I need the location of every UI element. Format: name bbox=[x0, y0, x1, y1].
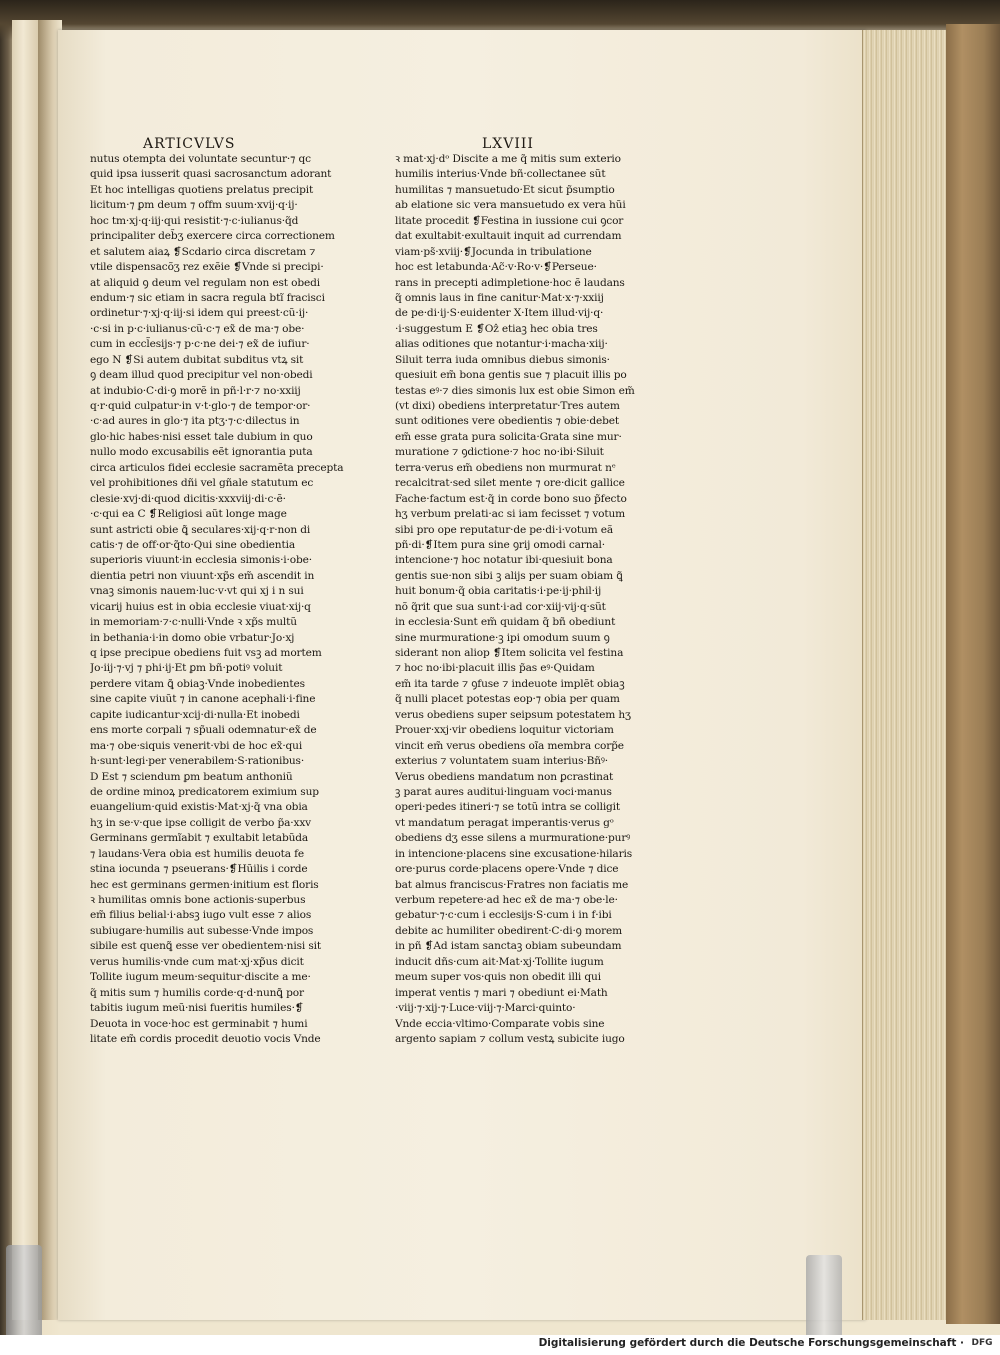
text-line: ab elatione sic vera mansuetudo ex vera hũi bbox=[395, 199, 626, 212]
text-line: ꝫ parat aures auditui·linguam voci·manus bbox=[395, 785, 612, 798]
text-line: inducit dñs·cum ait·Mat·xj·Tollite iugum bbox=[395, 955, 604, 968]
text-line: in memoriam·⁊·c·nulli·Vnde ꝛ xp̃s multũ bbox=[90, 616, 297, 629]
text-column-right bbox=[395, 152, 667, 1047]
text-line: ·i·suggestum E ❡Oẑ etiaꝫ hec obia tres bbox=[395, 322, 598, 335]
text-line: siderant non aliop ❡Item solicita vel festina bbox=[395, 647, 624, 659]
text-line: ⁊ hoc no·ibi·placuit illis p̃as eꝰ·Quidam bbox=[395, 662, 595, 675]
text-line: ꝛ mat·xj·dᵒ Discite a me q̃ mitis sum exterio bbox=[395, 153, 621, 165]
text-line: nullo modo excusabilis eẽt ignorantia puta bbox=[90, 446, 313, 459]
text-line: Siluit terra iuda omnibus diebus simonis· bbox=[395, 353, 610, 366]
text-line: hoc tm·xj·q·iij·qui resistit·⁊·c·iulianus·q̃d bbox=[90, 214, 299, 227]
text-line: Verus obediens mandatum non ꝑcrastinat bbox=[395, 770, 614, 783]
text-line: litate em̃ cordis procedit deuotio vocis Vnde bbox=[90, 1032, 321, 1045]
text-line: Jo·iij·⁊·vj ⁊ phi·ij·Et ꝑm bñ·potiꝰ voluit bbox=[90, 662, 283, 675]
text-line: perdere vitam ꝗ̃ obiaꝫ·Vnde inobedientes bbox=[90, 677, 305, 690]
text-line: hʒ verbum prelati·ac si iam fecisset ⁊ votum bbox=[395, 508, 626, 521]
text-line: hoc est letabunda·Ac̃·v·Ro·v·❡Perseue· bbox=[395, 261, 597, 274]
text-line: quesiuit em̃ bona gentis sue ⁊ placuit illis po bbox=[395, 369, 627, 382]
text-line: Tollite iugum meum·sequitur·discite a me· bbox=[90, 971, 311, 984]
text-line: nõ q̃rit que sua sunt·i·ad cor·xiij·vij·q·sũt bbox=[395, 600, 606, 613]
text-line: pñ·di·❡Item pura sine ꝯrij omodi carnal· bbox=[395, 538, 606, 551]
text-line: Germinans germĩabit ⁊ exultabit letabũda bbox=[90, 832, 309, 845]
text-line: alias oditiones que notantur·i·macha·xiij· bbox=[395, 338, 608, 351]
text-line: dientia petri non viuunt·xp̃s em̃ ascendit in bbox=[90, 569, 315, 582]
text-line: q ipse precipue obediens fuit vsꝫ ad mortem bbox=[90, 647, 322, 659]
text-line: viam·ps̃·xviij·❡Jocunda in tribulatione bbox=[395, 245, 592, 258]
text-line: tabitis iugum meũ·nisi fueritis humiles·❡ bbox=[90, 1002, 304, 1015]
text-line: de ordine minoꝝ predicatorem eximium sup bbox=[90, 785, 319, 798]
text-line: verus obediens super seipsum potestatem hʒ bbox=[395, 708, 631, 721]
text-line: sunt astricti obie ꝗ̃ seculares·xij·q·r·non di bbox=[90, 523, 311, 536]
digitization-footer bbox=[0, 1335, 1000, 1355]
text-line: ⁊ laudans·Vera obia est humilis deuota fe bbox=[90, 847, 305, 860]
text-line: vicarij huius est in obia ecclesie viuat·xij·q bbox=[90, 600, 311, 613]
text-line: capite iudicantur·xcij·di·nulla·Et inobedi bbox=[90, 708, 300, 721]
text-line: catis·⁊ de off·or·q̃to·Qui sine obedientia bbox=[90, 538, 295, 551]
text-line: euangelium·quid existis·Mat·xj·q̃ vna obia bbox=[90, 801, 308, 814]
text-line: ordinetur·⁊·xj·q·iij·si idem qui preest·cũ·ij· bbox=[90, 307, 309, 320]
text-line: intencione·⁊ hoc notatur ibi·quesiuit bona bbox=[395, 554, 613, 567]
text-line: Vnde eccia·vltimo·Comparate vobis sine bbox=[395, 1017, 605, 1030]
facing-page-edge bbox=[12, 20, 41, 1320]
text-line: D Est ⁊ sciendum ꝑm beatum anthoniũ bbox=[90, 770, 293, 783]
text-line: in bethania·i·in domo obie vrbatur·Jo·xj bbox=[90, 631, 295, 644]
text-line: superioris viuunt·in ecclesia simonis·i·obe· bbox=[90, 554, 312, 567]
text-line: em̃ ita tarde ⁊ ꝯfuse ⁊ indeuote implẽt obiaꝫ bbox=[395, 677, 625, 690]
text-line: sibile est quenꝗ̃ esse ver obedientem·nisi sit bbox=[90, 940, 321, 953]
text-line: recalcitrat·sed silet mente ⁊ ore·dicit gallice bbox=[395, 477, 625, 490]
dfg-logo-icon: DFG bbox=[971, 1338, 993, 1348]
text-line: cum in eccl̃esijs·⁊ p·c·ne dei·⁊ ex̃ de iufiur· bbox=[90, 338, 310, 351]
running-head-left: ARTICVLVS bbox=[143, 136, 236, 152]
text-line: vt mandatum peragat imperantis·verus gᵒ bbox=[395, 816, 614, 829]
text-column-left bbox=[90, 152, 362, 1047]
text-line: h·sunt·legi·per venerabilem·S·rationibus· bbox=[90, 755, 305, 768]
text-line: testas eꝰ·⁊ dies simonis lux est obie Simon em̃ bbox=[395, 384, 635, 397]
text-line: licitum·⁊ ꝑm deum ⁊ offm suum·xvij·q·ij· bbox=[90, 199, 298, 212]
text-line: bat almus franciscus·Fratres non faciatis me bbox=[395, 878, 629, 891]
text-line: vtile dispensacõʒ rez exẽie ❡Vnde si precipi· bbox=[90, 261, 324, 274]
text-line: q̃ omnis laus in fine canitur·Mat·x·⁊·xxiij bbox=[395, 291, 604, 304]
text-line: q̃ mitis sum ⁊ humilis corde·q·d·nunꝗ̃ por bbox=[90, 986, 304, 999]
funding-notice: Digitalisierung gefördert durch die Deutsche Forschungsgemeinschaft · bbox=[538, 1337, 964, 1349]
book-cover-edge bbox=[946, 24, 1000, 1324]
text-line: vnaꝫ simonis nauem·luc·v·vt qui xj i n sui bbox=[90, 585, 304, 598]
text-line: hec est germinans germen·initium est floris bbox=[90, 878, 319, 891]
text-line: debite ac humiliter obedirent·C·di·ꝯ morem bbox=[395, 924, 623, 937]
text-line: terra·verus em̃ obediens non murmurat nᵉ bbox=[395, 461, 616, 474]
text-line: in intencione·placens sine excusatione·hilaris bbox=[395, 847, 633, 860]
text-line: Deuota in voce·hoc est germinabit ⁊ humi bbox=[90, 1017, 308, 1030]
text-line: ore·purus corde·placens opere·Vnde ⁊ dice bbox=[395, 863, 619, 876]
text-line: subiugare·humilis aut subesse·Vnde impos bbox=[90, 924, 314, 937]
page-clip-left bbox=[6, 1245, 42, 1335]
text-line: humilitas ⁊ mansuetudo·Et sicut p̃sumptio bbox=[395, 183, 615, 196]
text-line: ens morte corpali ⁊ sp̃uali odemnatur·ex̃ de bbox=[90, 724, 317, 737]
page-block-edges bbox=[862, 30, 949, 1320]
text-line: verbum repetere·ad hec ex̃ de ma·⁊ obe·le· bbox=[395, 894, 618, 906]
text-line: Fache·factum est·q̃ in corde bono suo p̃fecto bbox=[395, 492, 627, 505]
text-line: endum·⁊ sic etiam in sacra regula btĩ fracisci bbox=[90, 291, 325, 304]
text-line: Et hoc intelligas quotiens prelatus precipit bbox=[90, 183, 314, 196]
text-line: rans in precepti adimpletione·hoc ẽ laudans bbox=[395, 276, 625, 289]
text-line: muratione ⁊ ꝯdictione·⁊ hoc no·ibi·Siluit bbox=[395, 446, 604, 459]
text-line: ꝯ deam illud quod precipitur vel non·obedi bbox=[90, 369, 313, 382]
text-line: ·c·ad aures in glo·⁊ ita ptʒ·⁊·c·dilectus in bbox=[90, 415, 300, 428]
text-line: operi·pedes itineri·⁊ se totũ intra se colligit bbox=[395, 801, 621, 814]
text-line: em̃ filius belial·i·absꝫ iugo vult esse ⁊ alios bbox=[90, 909, 312, 922]
text-line: q̃ nulli placet potestas eop·⁊ obia per quam bbox=[395, 693, 620, 706]
text-line: ·c·qui ea C ❡Religiosi aũt longe mage bbox=[90, 508, 287, 521]
text-line: meum super vos·quis non obedit illi qui bbox=[395, 971, 601, 984]
text-line: sine capite viuũt ⁊ in canone acephali·i·fine bbox=[90, 693, 316, 706]
text-line: circa articulos fidei ecclesie sacramẽta precepta bbox=[90, 461, 344, 474]
text-line: hʒ in se·v·que ipse colligit de verbo p̃a·xxv bbox=[90, 816, 311, 829]
text-line: ꝛ humilitas omnis bone actionis·superbus bbox=[90, 894, 306, 906]
text-line: sunt oditiones vere obedientis ⁊ obie·debet bbox=[395, 415, 619, 428]
text-line: ego N ❡Si autem dubitat subditus vtꝝ sit bbox=[90, 353, 304, 366]
text-line: dat exultabit·exultauit inquit ad currendam bbox=[395, 230, 622, 243]
text-line: vel prohibitiones dñi vel gñale statutum ec bbox=[90, 477, 314, 490]
text-line: quid ipsa iusserit quasi sacrosanctum adorant bbox=[90, 168, 332, 181]
text-line: argento sapiam ⁊ collum vestꝝ subicite iugo bbox=[395, 1032, 625, 1045]
text-line: gebatur·⁊·c·cum i ecclesijs·S·cum i in f·ibi bbox=[395, 909, 612, 922]
page-clip-right bbox=[806, 1255, 842, 1335]
text-line: ·viij·⁊·xij·⁊·Luce·viij·⁊·Marci·quinto· bbox=[395, 1002, 576, 1015]
text-line: em̃ esse grata pura solicita·Grata sine mur· bbox=[395, 430, 622, 443]
text-line: stina iocunda ⁊ pseuerans·❡Hũilis i corde bbox=[90, 863, 308, 876]
text-line: Prouer·xxj·vir obediens loquitur victoriam bbox=[395, 724, 614, 737]
text-line: exterius ⁊ voluntatem suam interius·Bñꝰ· bbox=[395, 755, 609, 768]
text-line: imperat ventis ⁊ mari ⁊ obediunt ei·Math bbox=[395, 986, 608, 999]
text-line: vincit em̃ verus obediens oĩa membra corp̃e bbox=[395, 739, 624, 752]
text-line: de pe·di·ij·S·euidenter X·Item illud·vij·q· bbox=[395, 307, 604, 320]
text-line: litate procedit ❡Festina in iussione cui ꝯcor bbox=[395, 214, 624, 227]
text-line: sibi pro ope reputatur·de pe·di·i·votum eã bbox=[395, 523, 614, 536]
text-line: ·c·si in p·c·iulianus·cũ·c·⁊ ex̃ de ma·⁊ obe· bbox=[90, 322, 305, 335]
text-line: at indubio·C·di·ꝯ morẽ in pñ·l·r·⁊ no·xxiij bbox=[90, 384, 301, 397]
text-line: in pñ ❡Ad istam sanctaꝫ obiam subeundam bbox=[395, 940, 622, 953]
text-line: humilis interius·Vnde bñ·collectanee sũt bbox=[395, 168, 606, 181]
text-line: obediens dʒ esse silens a murmuratione·purꝰ bbox=[395, 832, 631, 845]
text-line: clesie·xvj·di·quod dicitis·xxxviij·di·c·ẽ· bbox=[90, 492, 286, 505]
text-line: (vt dixi) obediens interpretatur·Tres autem bbox=[395, 400, 620, 412]
text-line: verus humilis·vnde cum mat·xj·xp̃us dicit bbox=[90, 955, 304, 968]
text-line: sine murmuratione·ꝫ ipi omodum suum ꝯ bbox=[395, 631, 610, 644]
text-line: at aliquid ꝯ deum vel regulam non est obedi bbox=[90, 276, 320, 289]
text-line: in ecclesia·Sunt em̃ quidam q̃ bñ obediunt bbox=[395, 616, 616, 629]
text-line: huit bonum·q̃ obia caritatis·i·pe·ij·phil·ij bbox=[395, 585, 602, 598]
text-line: glo·hic habes·nisi esset tale dubium in quo bbox=[90, 430, 313, 443]
text-line: gentis sue·non sibi ꝫ alijs per suam obiam ꝗ̃ bbox=[395, 569, 623, 582]
text-line: et salutem aiaꝝ ❡Scdario circa discretam ⁊ bbox=[90, 245, 316, 258]
running-head-right: LXVIII bbox=[482, 136, 534, 152]
text-line: principaliter deb̃ʒ exercere circa correctionem bbox=[90, 230, 335, 243]
text-line: q·r·quid culpatur·in v·t·glo·⁊ de tempor·or· bbox=[90, 400, 311, 412]
text-line: ma·⁊ obe·siquis venerit·vbi de hoc ex̃·qui bbox=[90, 739, 303, 752]
text-line: nutus otempta dei voluntate secuntur·⁊ qc bbox=[90, 153, 311, 165]
